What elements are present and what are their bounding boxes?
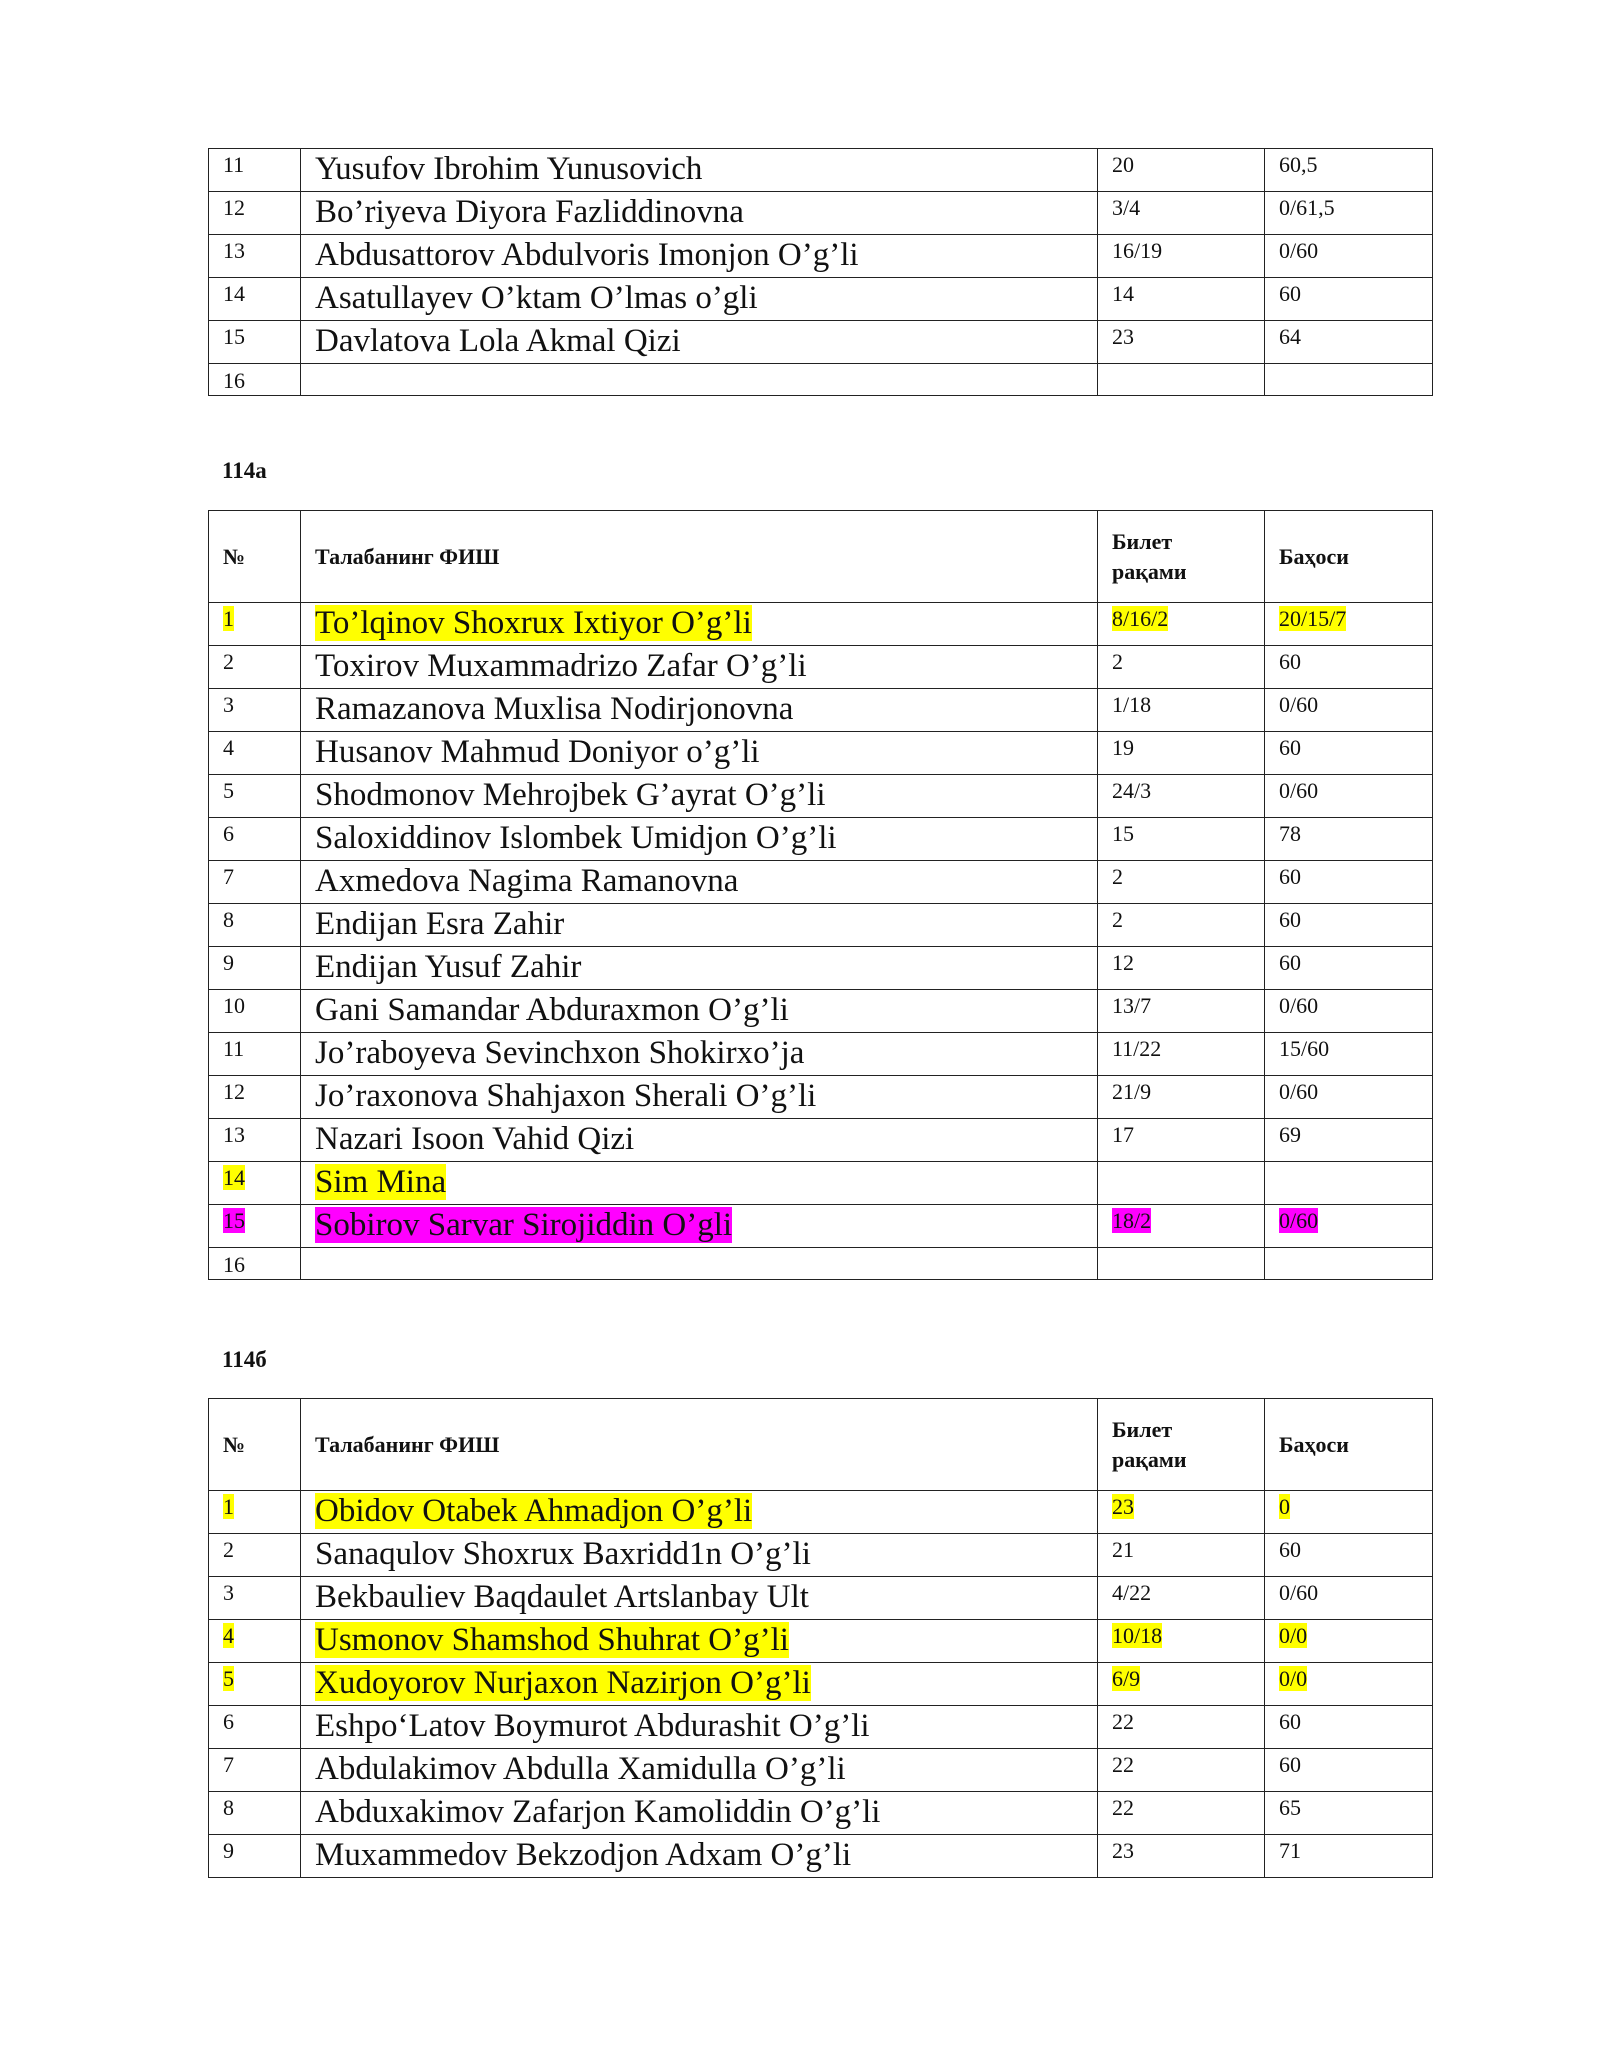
student-name: Ramazanova Muxlisa Nodirjonovna xyxy=(315,691,794,727)
grade-value: 0/60 xyxy=(1279,993,1319,1018)
ticket-number: 16/19 xyxy=(1112,238,1163,263)
student-name-cell xyxy=(301,1835,1098,1878)
ticket-number: 6/9 xyxy=(1112,1666,1141,1691)
row-number-cell xyxy=(209,732,301,775)
student-name: Bo’riyeva Diyora Fazliddinovna xyxy=(315,194,744,230)
table-row xyxy=(209,818,1433,861)
row-number-cell xyxy=(209,646,301,689)
row-number: 2 xyxy=(223,1537,234,1562)
ticket-number-cell xyxy=(1098,603,1265,646)
table-row xyxy=(209,1577,1433,1620)
ticket-number-cell xyxy=(1098,904,1265,947)
student-name-cell xyxy=(301,947,1098,990)
table-row xyxy=(209,1491,1433,1534)
ticket-number-cell xyxy=(1098,990,1265,1033)
grade-value-cell xyxy=(1265,818,1433,861)
grade-value-cell xyxy=(1265,990,1433,1033)
row-number-cell xyxy=(209,1033,301,1076)
student-name: Saloxiddinov Islombek Umidjon O’g’li xyxy=(315,820,837,856)
ticket-number-cell xyxy=(1098,1577,1265,1620)
row-number: 4 xyxy=(223,1623,234,1648)
grade-value-cell xyxy=(1265,235,1433,278)
ticket-number: 22 xyxy=(1112,1752,1134,1777)
student-name-cell xyxy=(301,603,1098,646)
row-number: 9 xyxy=(223,950,234,975)
student-name-cell xyxy=(301,1248,1098,1280)
student-name: Obidov Otabek Ahmadjon O’g’li xyxy=(315,1493,753,1529)
header-ticket-number: Билет рақами xyxy=(1098,511,1265,603)
grade-value-cell xyxy=(1265,1663,1433,1706)
grade-value: 60 xyxy=(1279,735,1301,760)
student-name: Jo’raboyeva Sevinchxon Shokirxo’ja xyxy=(315,1035,805,1071)
ticket-number: 22 xyxy=(1112,1795,1134,1820)
row-number: 13 xyxy=(223,238,245,263)
student-table-114b xyxy=(208,1398,1433,1878)
row-number-cell xyxy=(209,1491,301,1534)
student-name: Asatullayev O’ktam O’lmas o’gli xyxy=(315,280,758,316)
row-number-cell xyxy=(209,990,301,1033)
row-number: 9 xyxy=(223,1838,234,1863)
student-name-cell xyxy=(301,1706,1098,1749)
ticket-number-cell xyxy=(1098,1706,1265,1749)
row-number: 1 xyxy=(223,606,234,631)
row-number: 11 xyxy=(223,1036,245,1061)
student-name-cell xyxy=(301,1033,1098,1076)
ticket-number: 2 xyxy=(1112,649,1123,674)
grade-value-cell xyxy=(1265,364,1433,396)
student-name-cell xyxy=(301,818,1098,861)
ticket-number-cell xyxy=(1098,1663,1265,1706)
row-number: 16 xyxy=(223,1252,245,1277)
ticket-number-cell xyxy=(1098,1076,1265,1119)
ticket-number-cell xyxy=(1098,775,1265,818)
ticket-number: 21/9 xyxy=(1112,1079,1152,1104)
table-row xyxy=(209,904,1433,947)
row-number: 14 xyxy=(223,1165,245,1190)
grade-value: 78 xyxy=(1279,821,1301,846)
ticket-number-cell xyxy=(1098,1033,1265,1076)
row-number: 3 xyxy=(223,1580,234,1605)
student-name-cell xyxy=(301,1491,1098,1534)
table-header-row xyxy=(209,1399,1433,1491)
table-row xyxy=(209,1205,1433,1248)
student-name: Muxammedov Bekzodjon Adxam O’g’li xyxy=(315,1837,852,1873)
row-number: 1 xyxy=(223,1494,234,1519)
grade-value: 60 xyxy=(1279,1752,1301,1777)
student-name-cell xyxy=(301,1205,1098,1248)
grade-value: 0/0 xyxy=(1279,1666,1308,1691)
row-number-cell xyxy=(209,1663,301,1706)
student-name-cell xyxy=(301,1792,1098,1835)
grade-value-cell xyxy=(1265,1792,1433,1835)
table-row xyxy=(209,603,1433,646)
ticket-number-cell xyxy=(1098,732,1265,775)
student-table-continued xyxy=(208,148,1433,396)
grade-value: 0/0 xyxy=(1279,1623,1308,1648)
ticket-number-cell xyxy=(1098,364,1265,396)
grade-value-cell xyxy=(1265,646,1433,689)
grade-value-cell xyxy=(1265,1749,1433,1792)
student-name-cell xyxy=(301,775,1098,818)
ticket-number-cell xyxy=(1098,947,1265,990)
grade-value: 15/60 xyxy=(1279,1036,1330,1061)
row-number: 10 xyxy=(223,993,245,1018)
row-number-cell xyxy=(209,192,301,235)
table-row xyxy=(209,321,1433,364)
student-name-cell xyxy=(301,646,1098,689)
grade-value: 60 xyxy=(1279,1537,1301,1562)
table-row xyxy=(209,861,1433,904)
grade-value-cell xyxy=(1265,1491,1433,1534)
ticket-number: 22 xyxy=(1112,1709,1134,1734)
grade-value-cell xyxy=(1265,1248,1433,1280)
ticket-number-cell xyxy=(1098,1491,1265,1534)
row-number-cell xyxy=(209,1248,301,1280)
header-number: № xyxy=(209,1399,301,1491)
row-number: 14 xyxy=(223,281,245,306)
row-number-cell xyxy=(209,1835,301,1878)
ticket-number: 11/22 xyxy=(1112,1036,1162,1061)
table-row xyxy=(209,1534,1433,1577)
ticket-number-cell xyxy=(1098,1162,1265,1205)
grade-value-cell xyxy=(1265,947,1433,990)
ticket-number: 4/22 xyxy=(1112,1580,1152,1605)
grade-value-cell xyxy=(1265,1620,1433,1663)
grade-value-cell xyxy=(1265,861,1433,904)
ticket-number: 14 xyxy=(1112,281,1134,306)
header-ticket-number: Билет рақами xyxy=(1098,1399,1265,1491)
ticket-number: 19 xyxy=(1112,735,1134,760)
grade-value: 64 xyxy=(1279,324,1301,349)
row-number: 13 xyxy=(223,1122,245,1147)
table-row xyxy=(209,192,1433,235)
student-name-cell xyxy=(301,321,1098,364)
grade-value: 60 xyxy=(1279,649,1301,674)
table-row xyxy=(209,278,1433,321)
table-header-row xyxy=(209,511,1433,603)
grade-value-cell xyxy=(1265,278,1433,321)
row-number-cell xyxy=(209,1076,301,1119)
student-name: Endijan Esra Zahir xyxy=(315,906,565,942)
row-number-cell xyxy=(209,1706,301,1749)
student-name-cell xyxy=(301,149,1098,192)
row-number-cell xyxy=(209,603,301,646)
row-number-cell xyxy=(209,1534,301,1577)
grade-value: 65 xyxy=(1279,1795,1301,1820)
student-name-cell xyxy=(301,904,1098,947)
grade-value: 60 xyxy=(1279,1709,1301,1734)
row-number-cell xyxy=(209,904,301,947)
ticket-number: 17 xyxy=(1112,1122,1134,1147)
ticket-number-cell xyxy=(1098,1835,1265,1878)
ticket-number-cell xyxy=(1098,818,1265,861)
ticket-number-cell xyxy=(1098,321,1265,364)
table-row xyxy=(209,1119,1433,1162)
student-name-cell xyxy=(301,364,1098,396)
ticket-number: 23 xyxy=(1112,324,1134,349)
student-name: Abduxakimov Zafarjon Kamoliddin O’g’li xyxy=(315,1794,881,1830)
row-number: 3 xyxy=(223,692,234,717)
row-number-cell xyxy=(209,689,301,732)
student-name: Sanaqulov Shoxrux Baxridd1n O’g’li xyxy=(315,1536,811,1572)
table-row xyxy=(209,732,1433,775)
grade-value-cell xyxy=(1265,149,1433,192)
student-name-cell xyxy=(301,278,1098,321)
student-name: Usmonov Shamshod Shuhrat O’g’li xyxy=(315,1622,789,1658)
grade-value-cell xyxy=(1265,1033,1433,1076)
grade-value: 60 xyxy=(1279,907,1301,932)
grade-value-cell xyxy=(1265,1706,1433,1749)
row-number: 5 xyxy=(223,778,234,803)
student-name: Bekbauliev Baqdaulet Artslanbay Ult xyxy=(315,1579,809,1615)
row-number: 15 xyxy=(223,1208,245,1233)
grade-value: 0/61,5 xyxy=(1279,195,1335,220)
table-row xyxy=(209,1706,1433,1749)
row-number-cell xyxy=(209,1119,301,1162)
ticket-number: 15 xyxy=(1112,821,1134,846)
table-row xyxy=(209,646,1433,689)
section-label-114a: 114а xyxy=(222,458,267,483)
row-number: 11 xyxy=(223,152,245,177)
ticket-number-cell xyxy=(1098,235,1265,278)
student-name: Toxirov Muxammadrizo Zafar O’g’li xyxy=(315,648,807,684)
grade-value: 60,5 xyxy=(1279,152,1318,177)
grade-value-cell xyxy=(1265,192,1433,235)
student-name-cell xyxy=(301,1749,1098,1792)
row-number-cell xyxy=(209,1205,301,1248)
row-number-cell xyxy=(209,1749,301,1792)
ticket-number: 3/4 xyxy=(1112,195,1141,220)
ticket-number-cell xyxy=(1098,192,1265,235)
ticket-number-cell xyxy=(1098,1119,1265,1162)
student-name-cell xyxy=(301,1119,1098,1162)
row-number-cell xyxy=(209,1162,301,1205)
grade-value: 0/60 xyxy=(1279,778,1319,803)
grade-value-cell xyxy=(1265,603,1433,646)
grade-value: 69 xyxy=(1279,1122,1301,1147)
ticket-number: 2 xyxy=(1112,907,1123,932)
row-number: 5 xyxy=(223,1666,234,1691)
student-name: Shodmonov Mehrojbek G’ayrat O’g’li xyxy=(315,777,826,813)
grade-value: 0/60 xyxy=(1279,238,1319,263)
ticket-number: 2 xyxy=(1112,864,1123,889)
grade-value-cell xyxy=(1265,321,1433,364)
ticket-number-cell xyxy=(1098,1205,1265,1248)
grade-value-cell xyxy=(1265,1835,1433,1878)
table-row xyxy=(209,689,1433,732)
grade-value-cell xyxy=(1265,689,1433,732)
table-row xyxy=(209,1663,1433,1706)
row-number-cell xyxy=(209,775,301,818)
student-name-cell xyxy=(301,1076,1098,1119)
header-student-name: Талабанинг ФИШ xyxy=(301,511,1098,603)
student-name: Sim Mina xyxy=(315,1164,447,1200)
table-row xyxy=(209,1248,1433,1280)
grade-value-cell xyxy=(1265,1119,1433,1162)
ticket-number-cell xyxy=(1098,1620,1265,1663)
ticket-number: 23 xyxy=(1112,1494,1134,1519)
grade-value-cell xyxy=(1265,1162,1433,1205)
student-name: Eshpo‘Latov Boymurot Abdurashit O’g’li xyxy=(315,1708,870,1744)
student-name: Endijan Yusuf Zahir xyxy=(315,949,582,985)
student-name-cell xyxy=(301,1162,1098,1205)
student-name-cell xyxy=(301,732,1098,775)
grade-value-cell xyxy=(1265,1534,1433,1577)
row-number-cell xyxy=(209,149,301,192)
row-number-cell xyxy=(209,818,301,861)
student-name-cell xyxy=(301,1577,1098,1620)
ticket-number: 1/18 xyxy=(1112,692,1152,717)
ticket-number: 10/18 xyxy=(1112,1623,1163,1648)
ticket-number-cell xyxy=(1098,861,1265,904)
row-number: 7 xyxy=(223,864,234,889)
table-row xyxy=(209,1835,1433,1878)
row-number-cell xyxy=(209,321,301,364)
row-number: 8 xyxy=(223,907,234,932)
grade-value: 0 xyxy=(1279,1494,1290,1519)
table-row xyxy=(209,364,1433,396)
grade-value-cell xyxy=(1265,732,1433,775)
student-name: Jo’raxonova Shahjaxon Sherali O’g’li xyxy=(315,1078,817,1114)
row-number: 4 xyxy=(223,735,234,760)
student-name-cell xyxy=(301,1534,1098,1577)
row-number-cell xyxy=(209,1620,301,1663)
header-number: № xyxy=(209,511,301,603)
row-number-cell xyxy=(209,364,301,396)
table-row xyxy=(209,1033,1433,1076)
ticket-number: 21 xyxy=(1112,1537,1134,1562)
row-number: 7 xyxy=(223,1752,234,1777)
grade-value-cell xyxy=(1265,1205,1433,1248)
ticket-number: 12 xyxy=(1112,950,1134,975)
ticket-number: 23 xyxy=(1112,1838,1134,1863)
table-row xyxy=(209,775,1433,818)
student-name: Abdusattorov Abdulvoris Imonjon O’g’li xyxy=(315,237,859,273)
grade-value-cell xyxy=(1265,1577,1433,1620)
grade-value: 60 xyxy=(1279,281,1301,306)
grade-value-cell xyxy=(1265,775,1433,818)
header-student-name: Талабанинг ФИШ xyxy=(301,1399,1098,1491)
student-name: Davlatova Lola Akmal Qizi xyxy=(315,323,681,359)
row-number-cell xyxy=(209,278,301,321)
row-number-cell xyxy=(209,1577,301,1620)
ticket-number: 24/3 xyxy=(1112,778,1152,803)
header-grade: Баҳоси xyxy=(1265,1399,1433,1491)
table-row xyxy=(209,1749,1433,1792)
grade-value: 0/60 xyxy=(1279,692,1319,717)
row-number: 6 xyxy=(223,1709,234,1734)
student-name-cell xyxy=(301,990,1098,1033)
row-number: 15 xyxy=(223,324,245,349)
grade-value-cell xyxy=(1265,1076,1433,1119)
student-name: Sobirov Sarvar Sirojiddin O’gli xyxy=(315,1207,733,1243)
table-row xyxy=(209,1792,1433,1835)
student-name: Gani Samandar Abduraxmon O’g’li xyxy=(315,992,789,1028)
table-row xyxy=(209,947,1433,990)
student-name: Xudoyorov Nurjaxon Nazirjon O’g’li xyxy=(315,1665,811,1701)
grade-value: 71 xyxy=(1279,1838,1301,1863)
student-table-114a xyxy=(208,510,1433,1280)
ticket-number: 13/7 xyxy=(1112,993,1152,1018)
ticket-number-cell xyxy=(1098,149,1265,192)
student-name-cell xyxy=(301,235,1098,278)
student-name-cell xyxy=(301,689,1098,732)
student-name: Axmedova Nagima Ramanovna xyxy=(315,863,739,899)
header-grade: Баҳоси xyxy=(1265,511,1433,603)
row-number-cell xyxy=(209,1792,301,1835)
ticket-number-cell xyxy=(1098,646,1265,689)
ticket-number: 20 xyxy=(1112,152,1134,177)
row-number-cell xyxy=(209,947,301,990)
grade-value-cell xyxy=(1265,904,1433,947)
row-number: 12 xyxy=(223,195,245,220)
student-name: Yusufov Ibrohim Yunusovich xyxy=(315,151,703,187)
grade-value: 20/15/7 xyxy=(1279,606,1347,631)
grade-value: 0/60 xyxy=(1279,1208,1319,1233)
ticket-number-cell xyxy=(1098,1792,1265,1835)
ticket-number: 8/16/2 xyxy=(1112,606,1169,631)
ticket-number-cell xyxy=(1098,1248,1265,1280)
table-row xyxy=(209,235,1433,278)
table-row xyxy=(209,1076,1433,1119)
grade-value: 0/60 xyxy=(1279,1079,1319,1104)
section-label-114b: 114б xyxy=(222,1347,267,1372)
student-name-cell xyxy=(301,1620,1098,1663)
grade-value: 60 xyxy=(1279,864,1301,889)
student-name: Husanov Mahmud Doniyor o’g’li xyxy=(315,734,760,770)
student-name-cell xyxy=(301,192,1098,235)
row-number: 6 xyxy=(223,821,234,846)
grade-value: 60 xyxy=(1279,950,1301,975)
row-number: 8 xyxy=(223,1795,234,1820)
row-number: 16 xyxy=(223,368,245,393)
table-row xyxy=(209,990,1433,1033)
grade-value: 0/60 xyxy=(1279,1580,1319,1605)
student-name-cell xyxy=(301,1663,1098,1706)
table-row xyxy=(209,1620,1433,1663)
row-number: 2 xyxy=(223,649,234,674)
student-name: Nazari Isoon Vahid Qizi xyxy=(315,1121,635,1157)
table-row xyxy=(209,1162,1433,1205)
student-name: To’lqinov Shoxrux Ixtiyor O’g’li xyxy=(315,605,752,641)
table-row xyxy=(209,149,1433,192)
ticket-number-cell xyxy=(1098,1749,1265,1792)
row-number-cell xyxy=(209,861,301,904)
ticket-number-cell xyxy=(1098,278,1265,321)
student-name: Abdulakimov Abdulla Xamidulla O’g’li xyxy=(315,1751,846,1787)
ticket-number-cell xyxy=(1098,689,1265,732)
ticket-number: 18/2 xyxy=(1112,1208,1152,1233)
row-number: 12 xyxy=(223,1079,245,1104)
ticket-number-cell xyxy=(1098,1534,1265,1577)
row-number-cell xyxy=(209,235,301,278)
student-name-cell xyxy=(301,861,1098,904)
